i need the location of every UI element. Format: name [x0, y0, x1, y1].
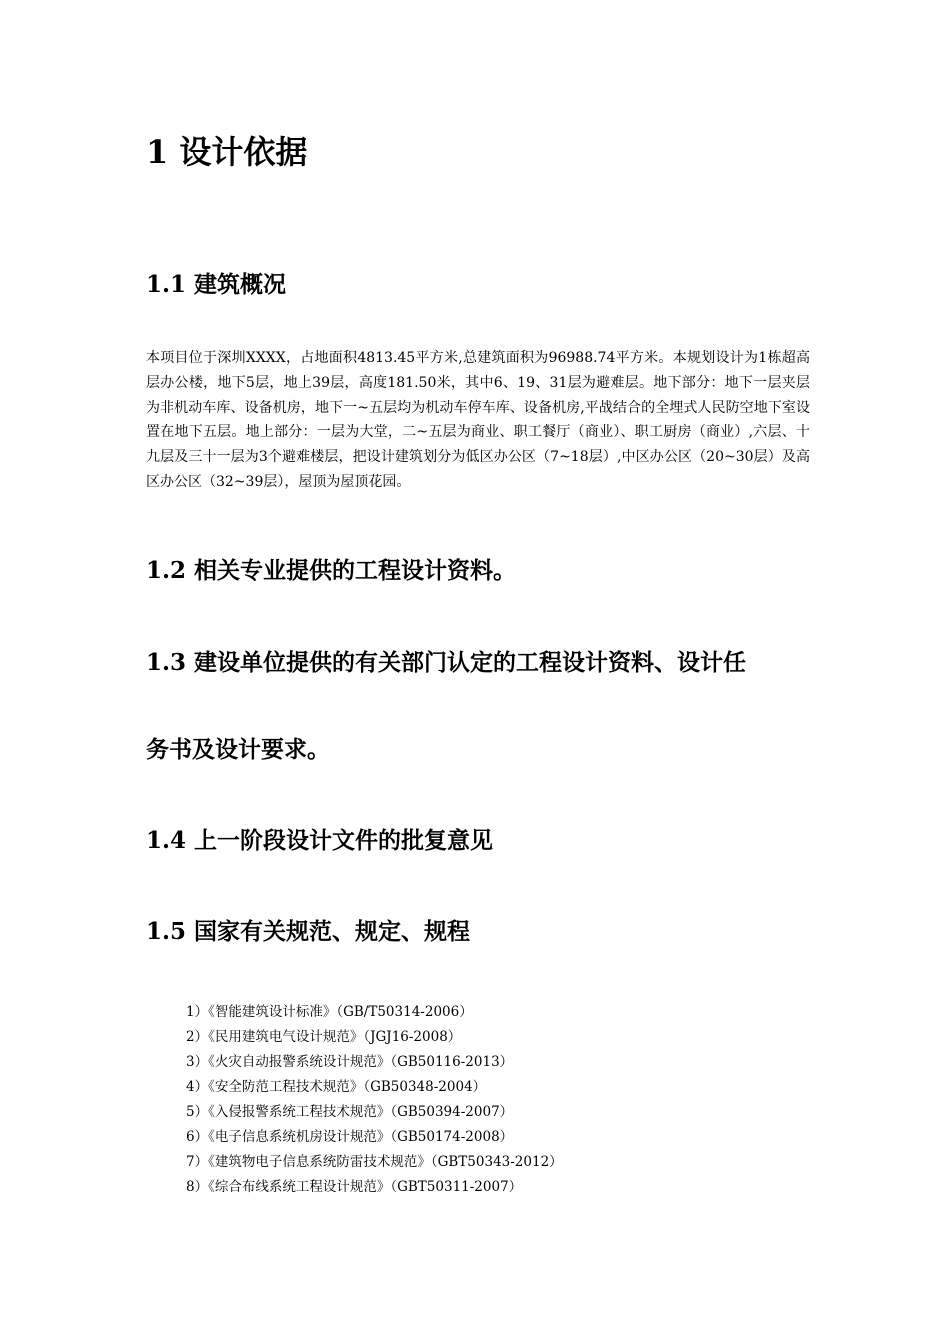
reference-item: 6）《电子信息系统机房设计规范》（GB50174-2008） [186, 1129, 514, 1145]
section-heading-1-3-line2: 务书及设计要求。 [146, 736, 330, 763]
building-overview-paragraph: 本项目位于深圳XXXX，占地面积4813.45平方米,总建筑面积为96988.74平方米。本规划设计为1栋超高层办公楼，地下5层，地上39层，高度181.50米，其中6、19、31层为避难层。地下部分：地下一层夹层为非机动车库、设备机房，地下一~五层均为机动车停车库、设备机房,平战结合的全埋式人民防空地下室设置在地下五层。地上部分：一层为大堂，二~五层为商业、职工餐厅（商业）、职工厨房（商业）,六层、十九层及三十一层为3个避难楼层，把设计建筑划分为低区办公区（7~18层）,中区办公区（20~30层）及高区办公区（32~39层），屋顶为屋顶花园。 [146, 350, 810, 490]
reference-item: 1）《智能建筑设计标准》（GB/T50314-2006） [186, 1004, 473, 1020]
section-heading-1-3-line1: 1.3 建设单位提供的有关部门认定的工程设计资料、设计任 [146, 649, 747, 676]
reference-item: 3）《火灾自动报警系统设计规范》（GB50116-2013） [186, 1054, 514, 1070]
chapter-title: 1 设计依据 [146, 133, 308, 171]
section-heading-1-5: 1.5 国家有关规范、规定、规程 [146, 918, 471, 945]
reference-item: 7）《建筑物电子信息系统防雷技术规范》（GBT50343-2012） [186, 1154, 563, 1170]
section-heading-1-2: 1.2 相关专业提供的工程设计资料。 [146, 557, 517, 584]
reference-item: 4）《安全防范工程技术规范》（GB50348-2004） [186, 1079, 487, 1095]
reference-list [186, 1000, 563, 1200]
reference-item: 8）《综合布线系统工程设计规范》（GBT50311-2007） [186, 1179, 523, 1195]
reference-item: 2）《民用建筑电气设计规范》（JGJ16-2008） [186, 1029, 462, 1045]
section-heading-1-1: 1.1 建筑概况 [146, 271, 287, 298]
section-heading-1-4: 1.4 上一阶段设计文件的批复意见 [146, 827, 494, 854]
reference-item: 5）《入侵报警系统工程技术规范》（GB50394-2007） [186, 1104, 514, 1120]
